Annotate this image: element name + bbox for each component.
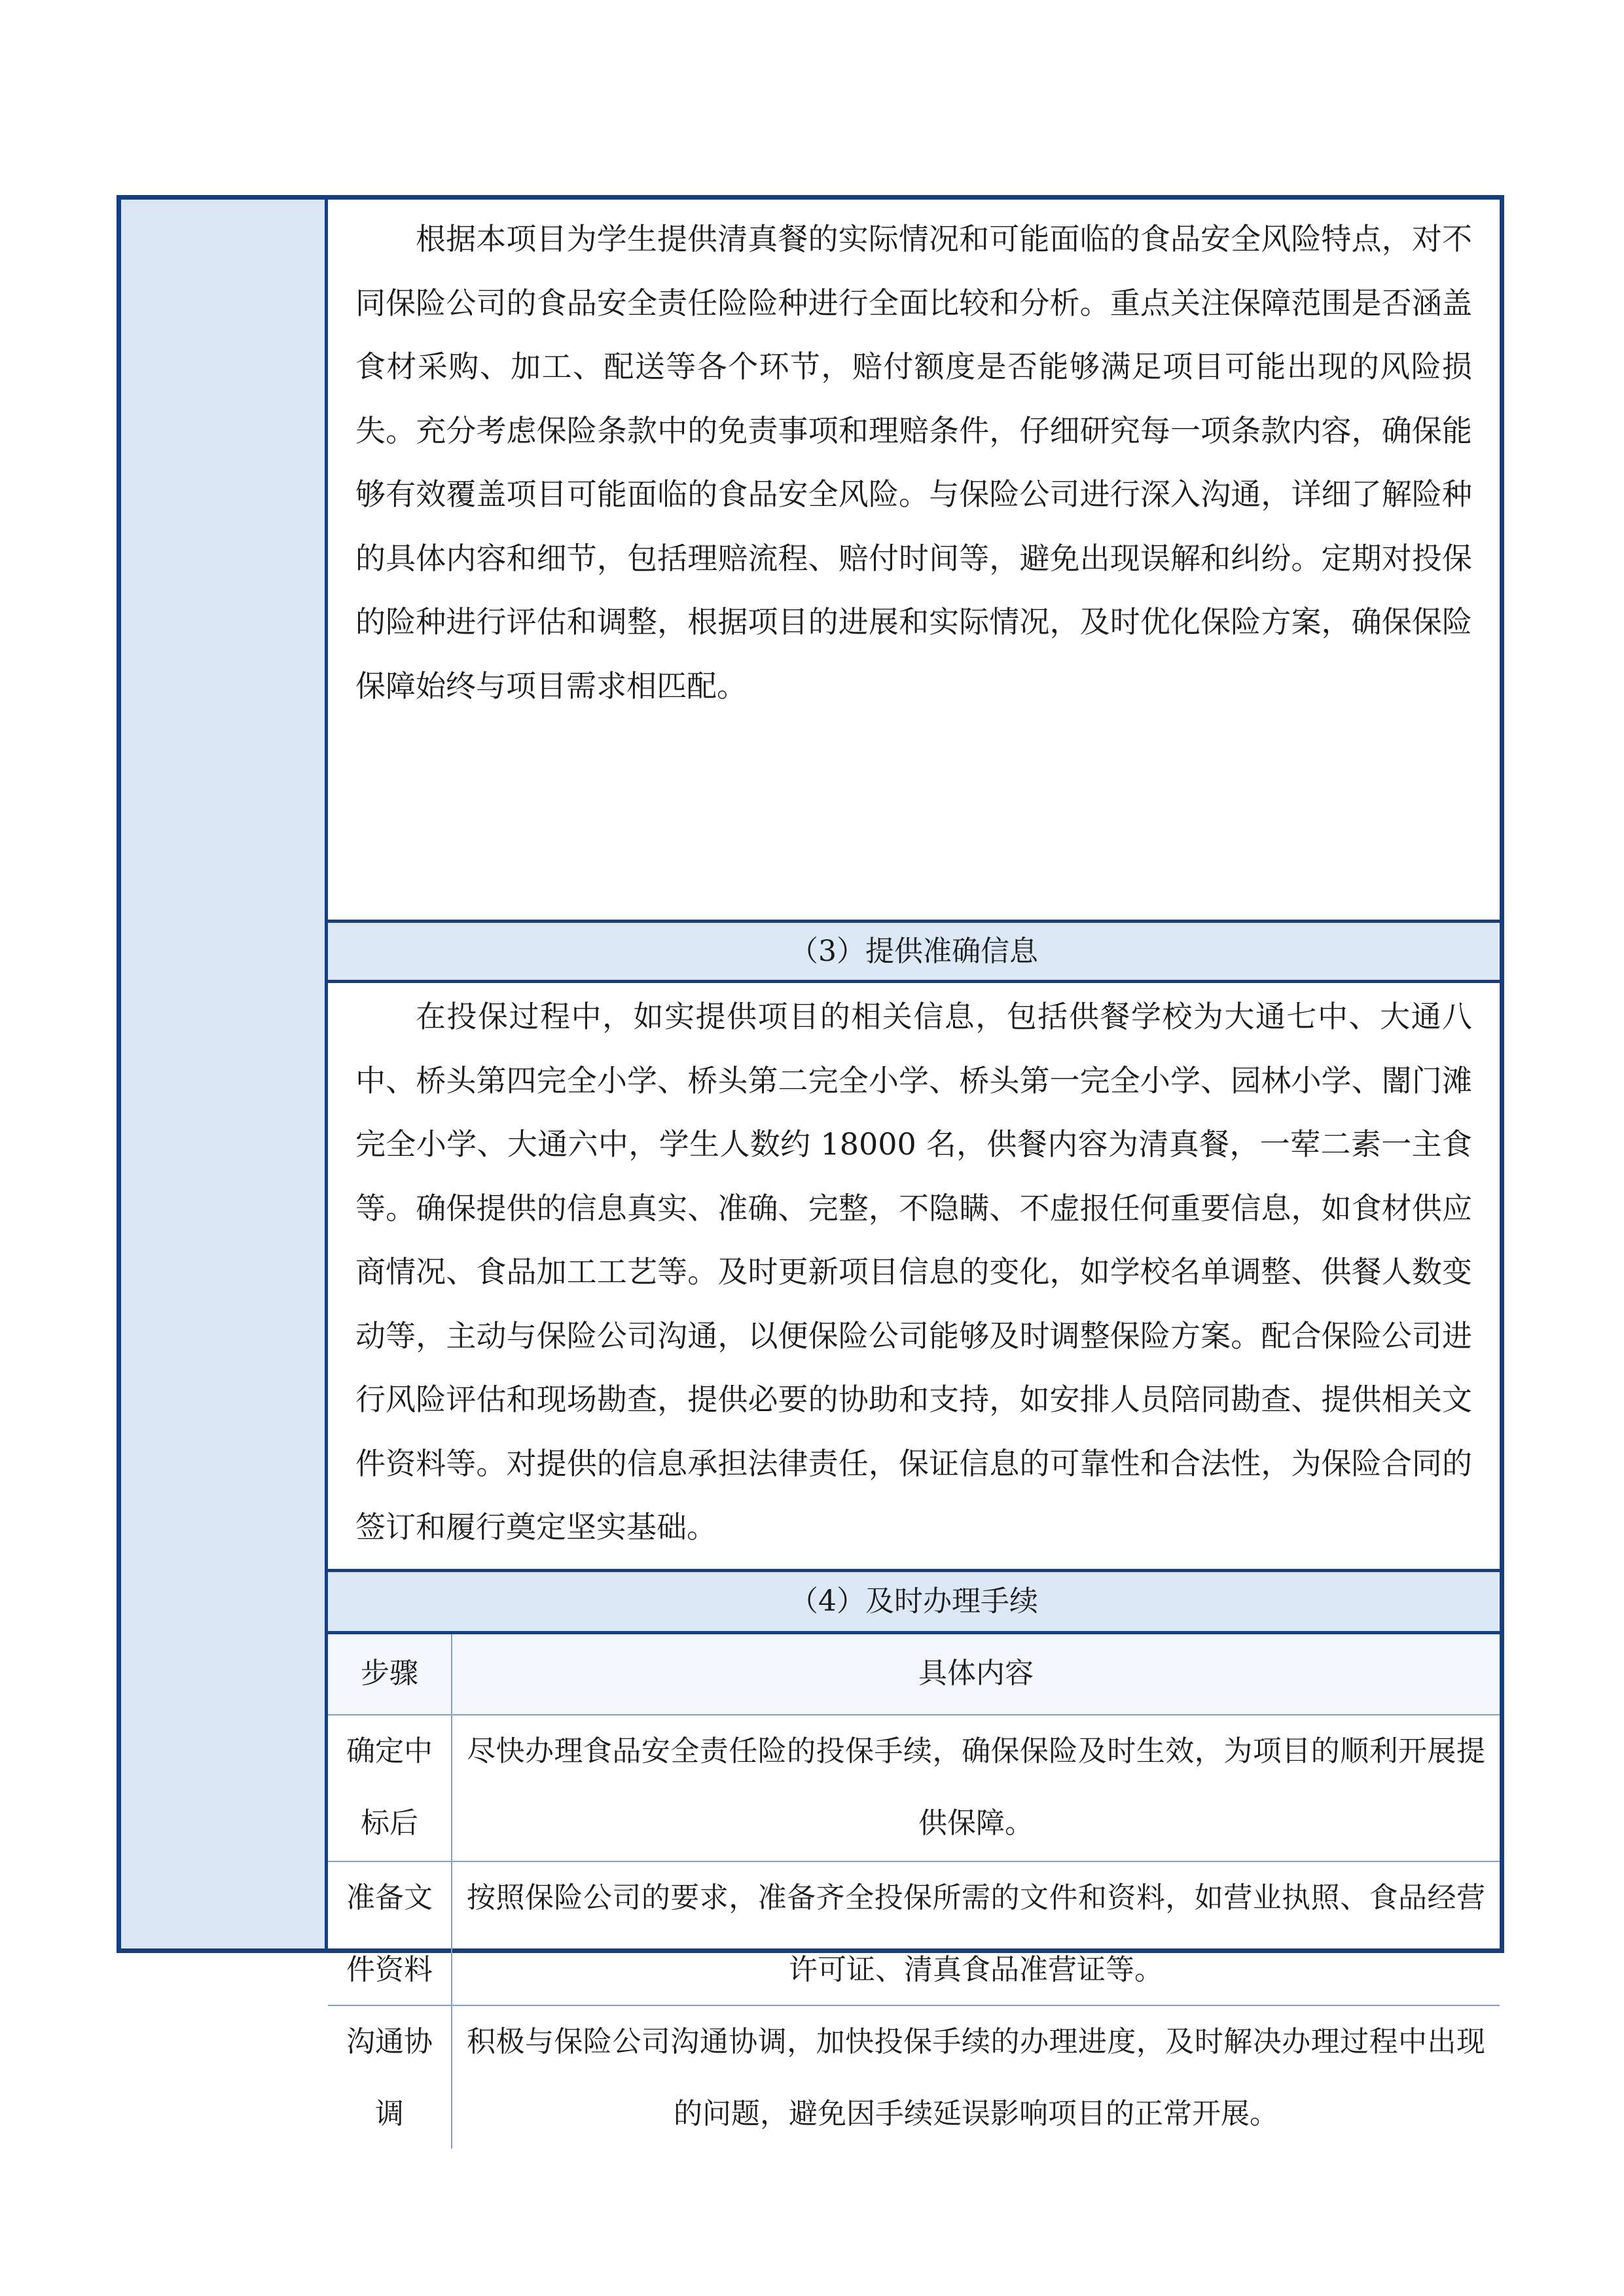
insurance-selection-paragraph: 根据本项目为学生提供清真餐的实际情况和可能面临的食品安全风险特点，对不同保险公司的食品安全责任险险种进行全面比较和分析。重点关注保障范围是否涵盖食材采购、加工、配送等各个环节，赔付额度是否能够满足项目可能出现的风险损失。充分考虑保险条款中的免责事项和理赔条件，仔细研究每一项条款内容，确保能够有效覆盖项目可能面临的食品安全风险。与保险公司进行深入沟通，详细了解险种的具体内容和细节，包括理赔流程、赔付时间等，避免出现误解和纠纷。定期对投保的险种进行评估和调整，根据项目的进展和实际情况，及时优化保险方案，确保保险保障始终与项目需求相匹配。 <box>355 221 1472 704</box>
section-heading-accurate-info: （3）提供准确信息 <box>328 920 1500 983</box>
section-heading-procedures: （4）及时办理手续 <box>328 1569 1500 1634</box>
table-row <box>328 1861 1500 2005</box>
left-label-column <box>121 200 328 1948</box>
content-column <box>328 200 1500 2130</box>
steps-table-header <box>328 1634 1500 1715</box>
table-row <box>328 1715 1500 1861</box>
accurate-info-paragraph: 在投保过程中，如实提供项目的相关信息，包括供餐学校为大通七中、大通八中、桥头第四完全小学、桥头第二完全小学、桥头第一完全小学、园林小学、闇门滩完全小学、大通六中，学生人数约 18000 名，供餐内容为清真餐，一荤二素一主食等。确保提供的信息真实、准确、完整，不隐瞒、不虚报任何重要信息，如食材供应商情况、食品加工工艺等。及时更新项目信息的变化，如学校名单调整、供餐人数变动等，主动与保险公司沟通，以便保险公司能够及时调整保险方案。配合保险公司进行风险评估和现场勘查，提供必要的协助和支持，如安排人员陪同勘查、提供相关文件资料等。对提供的信息承担法律责任，保证信息的可靠性和合法性，为保险合同的签订和履行奠定坚实基础。 <box>355 999 1472 1545</box>
step-name: 确定中标后 <box>328 1715 452 1861</box>
column-header-content: 具体内容 <box>918 1657 1034 1690</box>
step-name: 沟通协调 <box>328 2006 452 2149</box>
column-header-step: 步骤 <box>328 1634 452 1714</box>
step-content: 积极与保险公司沟通协调，加快投保手续的办理进度，及时解决办理过程中出现的问题，避免因手续延误影响项目的正常开展。 <box>467 2025 1485 2130</box>
procedure-steps-table <box>328 1634 1500 2130</box>
table-row <box>328 2005 1500 2149</box>
step-content: 按照保险公司的要求，准备齐全投保所需的文件和资料，如营业执照、食品经营许可证、清真食品准营证等。 <box>467 1881 1485 1986</box>
step-name: 准备文件资料 <box>328 1862 452 2005</box>
document-table <box>117 195 1504 2130</box>
step-content: 尽快办理食品安全责任险的投保手续，确保保险及时生效，为项目的顺利开展提供保障。 <box>467 1734 1485 1840</box>
